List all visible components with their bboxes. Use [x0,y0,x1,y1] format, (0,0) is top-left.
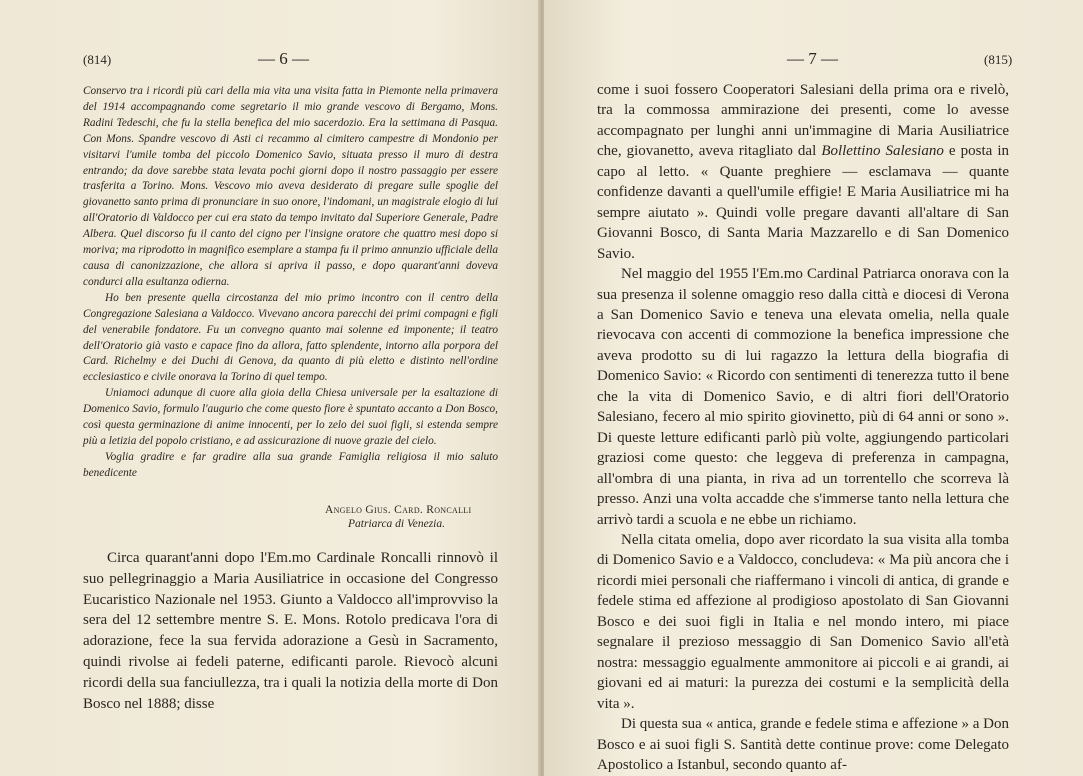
cardinal-letter [83,84,498,482]
letter-paragraph: Uniamoci adunque di cuore alla gioia della Chiesa universale per la esaltazione di Domenico Savio, formulo l'augurio che come questo fiore è spuntato accanto a Don Bosco, così questa germinazione di anime innocenti, per lo zelo dei suoi figli, si estenda sempre più a letizia del popolo cristiano, e ad assicurazione di nuove grazie del cielo. [83,387,498,447]
signature-name: Angelo Gius. Card. Roncalli [325,504,472,516]
body-paragraph [597,80,1009,264]
left-page [0,0,540,776]
letter-paragraph: Voglia gradire e far gradire alla sua grande Famiglia religiosa il mio saluto benedicente [83,450,498,479]
body-text-left [83,548,498,714]
signature-title: Patriarca di Venezia. [348,518,445,530]
left-page-tag: (814) [83,52,112,67]
paragraph-text: e posta in capo al letto. « Quante preghiere — esclamava — quante confidenze davanti a quell'umile effigie! E Maria Ausiliatrice mi ha sempre aiutato ». Quindi volle pregare davanti all'altare di San Giovanni Bosco, di Santa Maria Mazzarello e di San Domenico Savio. [597,143,1009,262]
letter-paragraph: Ho ben presente quella circostanza del mio primo incontro con il centro della Congregazione Salesiana a Valdocco. Vivevano ancora parecchi dei primi compagni e figli del venerabile fondatore. Fu un convegno quanto mai solenne ed imponente; il teatro dell'Oratorio già vasto e capace fino da allora, fatto splendente, intorno alla porpora del Card. Richelmy e dei Duchi di Genova, da quanto di più eletto e distinto nell'ordine ecclesiastico e civile onorava la Torino di quel tempo. [83,291,498,384]
right-page-number: — 7 — [787,49,838,68]
body-paragraph: Di questa sua « antica, grande e fedele stima e affezione » a Don Bosco e ai suoi figli S. Santità dette continue prove: come Delegato Apostolico a Istanbul, secondo quanto af- [597,716,1009,773]
right-page-tag: (815) [984,52,1013,67]
paragraph-text: come i suoi fossero Cooperatori Salesiani della prima ora e rivelò, tra la commossa ammirazione dei presenti, come lo avesse accompagnato per lunghi anni un'immagine di Maria Ausiliatrice che, giovanetto, aveva ritagliato dal [597,82,1009,160]
body-paragraph: Nella citata omelia, dopo aver ricordato la sua visita alla tomba di Domenico Savio e a Valdocco, concludeva: « Ma più ancora che i ricordi miei personali che riaffermano i vincoli di antica, di grande e fedele stima ed affezione al prodigioso apostolato di San Giovanni Bosco e dei suoi figli in Italia e nel mondo intero, mi piace segnalare il prezioso messaggio di San Domenico Savio all'età nostra: messaggio egualmente ammonitore ai piccoli e ai grandi, ai giovani ed ai maturi: la purezza dei costumi e la semplicità della vita ». [597,531,1009,712]
publication-title: Bollettino Salesiano [821,143,944,160]
body-paragraph: Nel maggio del 1955 l'Em.mo Cardinal Patriarca onorava con la sua presenza il solenne omaggio reso dalla città e diocesi di Verona a San Domenico Savio e teneva una elevata omelia, nella quale rievocava con accenti di commozione la benefica impressione che aveva prodotto su di lui ragazzo la lettura della biografia di Domenico Savio: « Ricordo con sentimenti di tenerezza tutto il bene che la vita di Domenico Savio, e di altri fiori dell'Oratorio Salesiano, fecero al mio spirito giovinetto, più di 64 anni or sono ». Di queste letture edificanti parlò più volte, aggiungendo particolari graziosi come questo: che leggeva di preferenza in campagna, all'ombra di una pianta, in riva ad un torrentello che scorreva là presso. Anzi una volta accadde che s'immerse tanto nella lettura che arrivò tardi a scuola e ne ebbe un richiamo. [597,266,1009,528]
body-paragraph: Circa quarant'anni dopo l'Em.mo Cardinale Roncalli rinnovò il suo pellegrinaggio a Maria Ausiliatrice in occasione del Congresso Eucaristico Nazionale nel 1953. Giunto a Valdocco all'improvviso la sera del 12 settembre mentre S. E. Mons. Rotolo predicava l'ora di adorazione, fece la sua fervida adorazione a Gesù in Sacramento, quindi rivolse ai fedeli paterne, edificanti parole. Rievocò alcuni ricordi della sua fanciullezza, tra i quali la notizia della morte di Don Bosco nel 1888; disse [83,550,498,712]
left-page-number: — 6 — [258,49,309,68]
letter-paragraph: Conservo tra i ricordi più cari della mia vita una visita fatta in Piemonte nella primavera del 1914 accompagnando come segretario il mio grande vescovo di Bergamo, Mons. Radini Tedeschi, che fu la stella benefica del mio sacerdozio. Era la settimana di Pasqua. Con Mons. Spandre vescovo di Asti ci recammo al cimitero campestre di Mondonio per visitarvi l'umile tomba del piccolo Domenico Savio, situata presso il muro di destra entrando; da dove sarebbe stata levata pochi giorni dopo il nostro passaggio per essere trasferita a Torino. Mons. Vescovo mio aveva desiderato di pregare sulle spoglie del giovanetto santo prima di pronunciare in suo onore, l'indomani, un magistrale elogio di lui all'Oratorio di Valdocco per cui era stato da tempo invitato dal Superiore Generale, Padre Albera. Quel discorso fu il canto del cigno per l'insigne oratore che quattro mesi dopo si moriva; ma riprodotto in magnifico esemplare a stampa fu il primo annunzio ufficiale della causa di canonizzazione, che allora si apriva il passo, e dopo quarant'anni doveva condurci alla esultanza odierna. [83,85,498,288]
body-text-right [597,80,1009,775]
